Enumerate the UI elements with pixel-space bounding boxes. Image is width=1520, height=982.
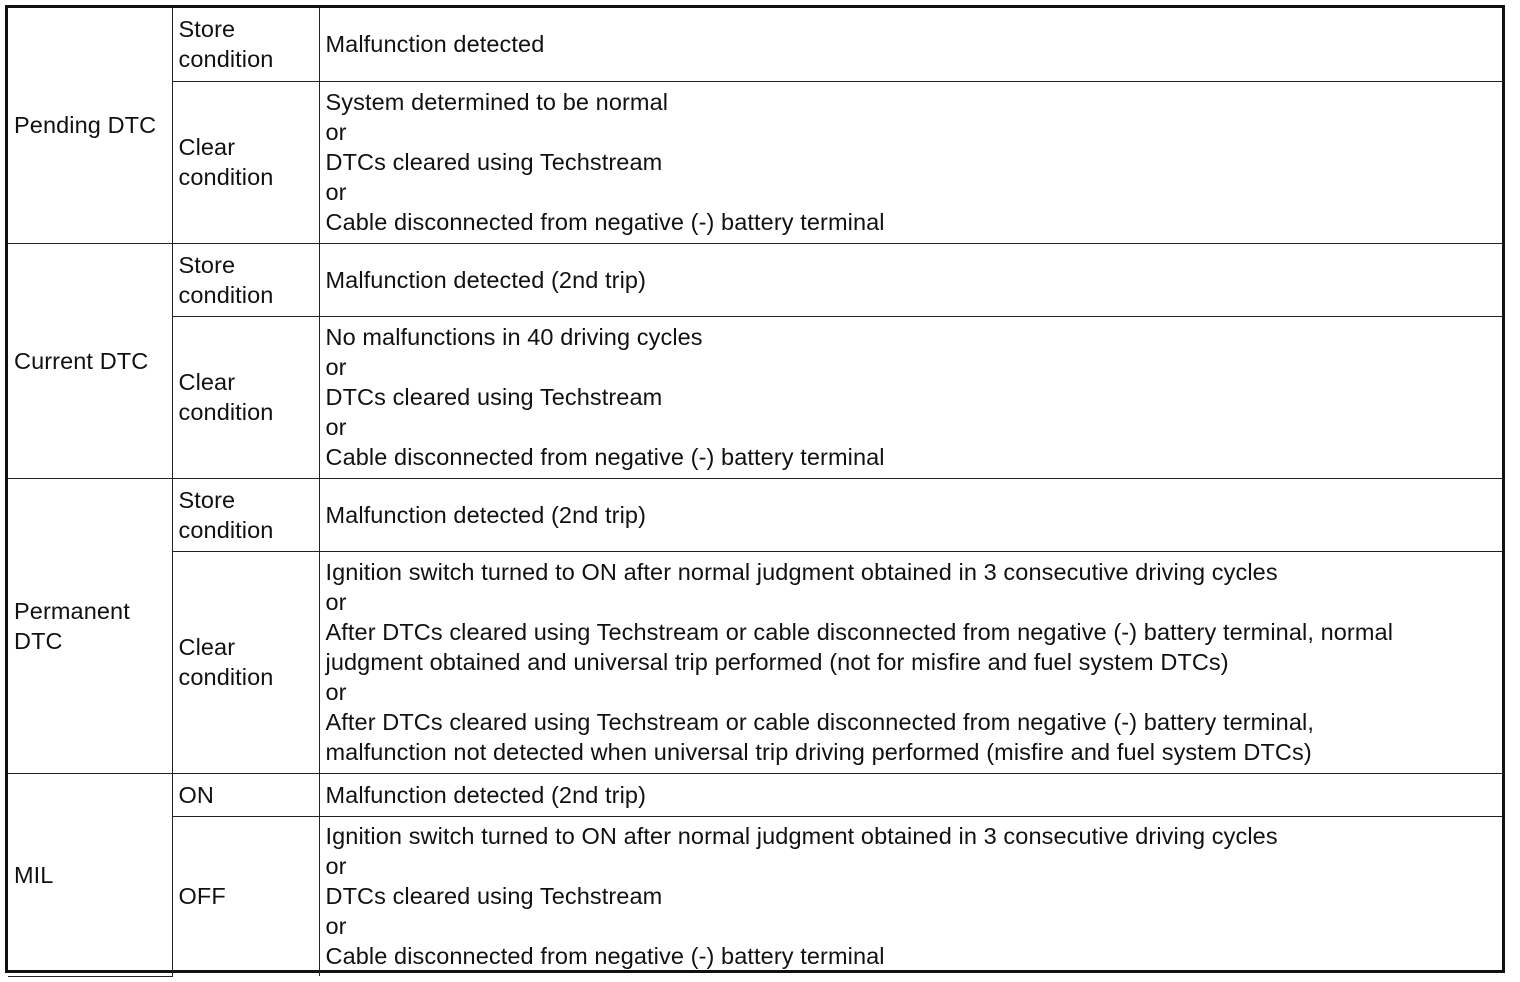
condition-description: Malfunction detected	[319, 8, 1502, 81]
condition-description: Ignition switch turned to ON after normal judgment obtained in 3 consecutive driving cycles or DTCs cleared using Techstream or Cable disconnected from negative (-) battery terminal	[319, 816, 1502, 976]
dtc-condition-table-frame	[5, 5, 1505, 973]
condition-description: Malfunction detected (2nd trip)	[319, 243, 1502, 316]
table-row	[8, 773, 1502, 816]
condition-label: Clear condition	[172, 551, 319, 773]
condition-description: Ignition switch turned to ON after normal judgment obtained in 3 consecutive driving cycles or After DTCs cleared using Techstream or cable disconnected from negative (-) battery terminal, normal judgment obtained and universal trip performed (not for misfire and fuel system DTCs) or After DTCs cleared using Techstream or cable disconnected from negative (-) battery terminal, malfunction not detected when universal trip driving performed (misfire and fuel system DTCs)	[319, 551, 1502, 773]
table-row	[8, 81, 1502, 243]
table-row	[8, 816, 1502, 976]
condition-description: Malfunction detected (2nd trip)	[319, 773, 1502, 816]
condition-label: Store condition	[172, 478, 319, 551]
table-row	[8, 243, 1502, 316]
group-label-pending-dtc: Pending DTC	[8, 8, 172, 243]
condition-description: Malfunction detected (2nd trip)	[319, 478, 1502, 551]
table-row	[8, 8, 1502, 81]
condition-label: Clear condition	[172, 316, 319, 478]
condition-label: Clear condition	[172, 81, 319, 243]
table-row	[8, 551, 1502, 773]
condition-label: ON	[172, 773, 319, 816]
group-label-mil: MIL	[8, 773, 172, 976]
dtc-condition-table	[8, 8, 1502, 977]
table-row	[8, 478, 1502, 551]
condition-description: No malfunctions in 40 driving cycles or DTCs cleared using Techstream or Cable disconnected from negative (-) battery terminal	[319, 316, 1502, 478]
condition-label: OFF	[172, 816, 319, 976]
table-row	[8, 316, 1502, 478]
group-label-current-dtc: Current DTC	[8, 243, 172, 478]
condition-label: Store condition	[172, 8, 319, 81]
condition-label: Store condition	[172, 243, 319, 316]
condition-description: System determined to be normal or DTCs cleared using Techstream or Cable disconnected from negative (-) battery terminal	[319, 81, 1502, 243]
group-label-permanent-dtc: Permanent DTC	[8, 478, 172, 773]
